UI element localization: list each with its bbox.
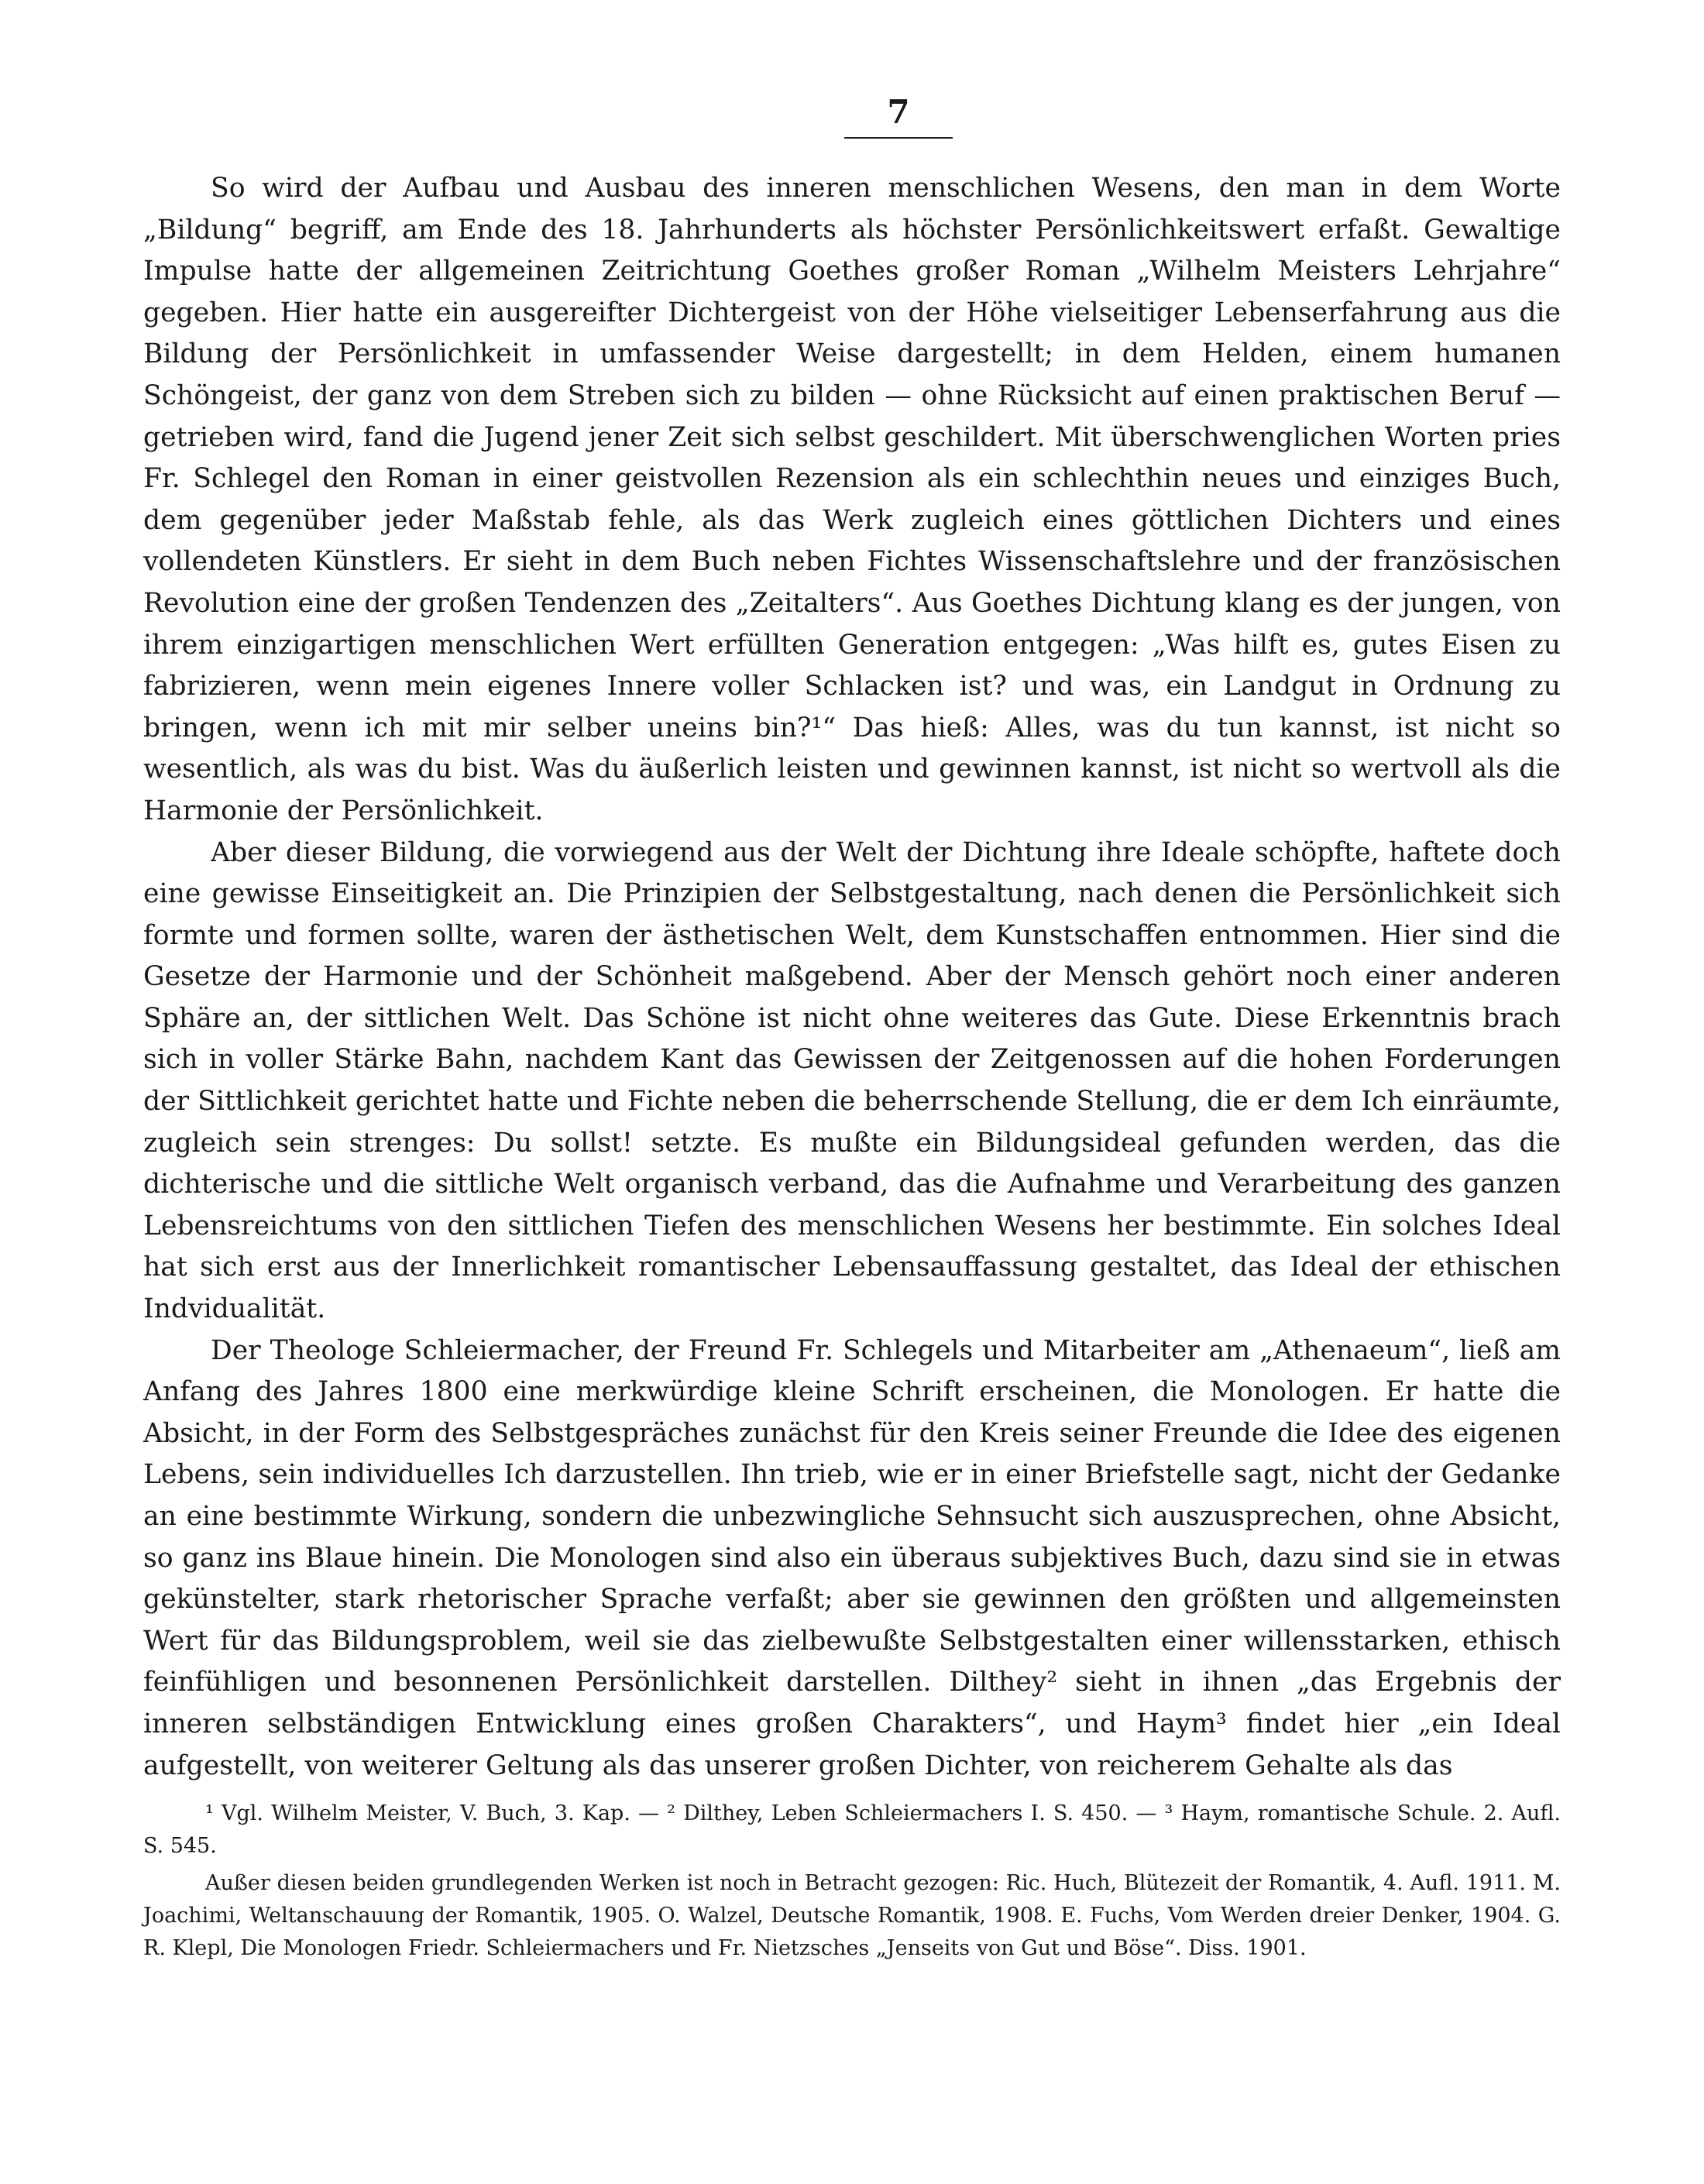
book-page (143, 93, 1561, 1965)
page-number (190, 93, 1607, 139)
footnotes (143, 1798, 1561, 1965)
paragraph-3: Der Theologe Schleiermacher, der Freund Fr. Schlegels und Mitarbeiter am „Athenaeum“, ließ am Anfang des Jahres 1800 eine merkwürdige kleine Schrift erscheinen, die Monologen. Er hatte die Absicht, in der Form des Selbstgespräches zunächst für den Kreis seiner Freunde die Idee des eigenen Lebens, sein individuelles Ich darzustellen. Ihn trieb, wie er in einer Briefstelle sagt, nicht der Gedanke an eine bestimmte Wirkung, sondern die unbezwingliche Sehnsucht sich auszusprechen, ohne Absicht, so ganz ins Blaue hinein. Die Monologen sind also ein überaus subjektives Buch, dazu sind sie in etwas gekünstelter, stark rhetorischer Sprache verfaßt; aber sie gewinnen den größten und allgemeinsten Wert für das Bildungsproblem, weil sie das zielbewußte Selbstgestalten einer willensstarken, ethisch feinfühligen und besonnenen Persönlichkeit darstellen. Dilthey² sieht in ihnen „das Ergebnis der inneren selbständigen Entwicklung eines großen Charakters“, und Haym³ findet hier „ein Ideal aufgestellt, von weiterer Geltung als das unserer großen Dichter, von reicherem Gehalte als das (143, 1334, 1561, 1781)
footnote-references: ¹ Vgl. Wilhelm Meister, V. Buch, 3. Kap. — ² Dilthey, Leben Schleiermachers I. S. 450. — ³ Haym, romantische Schule. 2. Aufl. S. 545. (143, 1801, 1561, 1859)
footnote-literature: Außer diesen beiden grundlegenden Werken ist noch in Betracht gezogen: Ric. Huch, Blütezeit der Romantik, 4. Aufl. 1911. M. Joachimi, Weltanschauung der Romantik, 1905. O. Walzel, Deutsche Romantik, 1908. E. Fuchs, Vom Werden dreier Denker, 1904. G. R. Klepl, Die Monologen Friedr. Schleiermachers und Fr. Nietzsches „Jenseits von Gut und Böse“. Diss. 1901. (143, 1871, 1561, 1961)
paragraph-1: So wird der Aufbau und Ausbau des inneren menschlichen Wesens, den man in dem Worte „Bildung“ begriff, am Ende des 18. Jahrhunderts als höchster Persönlichkeitswert erfaßt. Gewaltige Impulse hatte der allgemeinen Zeitrichtung Goethes großer Roman „Wilhelm Meisters Lehrjahre“ gegeben. Hier hatte ein ausgereifter Dichtergeist von der Höhe vielseitiger Lebenserfahrung aus die Bildung der Persönlichkeit in umfassender Weise dargestellt; in dem Helden, einem humanen Schöngeist, der ganz von dem Streben sich zu bilden — ohne Rücksicht auf einen praktischen Beruf — getrieben wird, fand die Jugend jener Zeit sich selbst geschildert. Mit überschwenglichen Worten pries Fr. Schlegel den Roman in einer geistvollen Rezension als ein schlechthin neues und einziges Buch, dem gegenüber jeder Maßstab fehle, als das Werk zugleich eines göttlichen Dichters und eines vollendeten Künstlers. Er sieht in dem Buch neben Fichtes Wissenschaftslehre und der französischen Revolution eine der großen Tendenzen des „Zeitalters“. Aus Goethes Dichtung klang es der jungen, von ihrem einzigartigen menschlichen Wert erfüllten Generation entgegen: „Was hilft es, gutes Eisen zu fabrizieren, wenn mein eigenes Innere voller Schlacken ist? und was, ein Landgut in Ordnung zu bringen, wenn ich mit mir selber uneins bin?¹“ Das hieß: Alles, was du tun kannst, ist nicht so wesentlich, als was du bist. Was du äußerlich leisten und gewinnen kannst, ist nicht so wertvoll als die Harmonie der Persönlichkeit. (143, 173, 1561, 826)
paragraph-2: Aber dieser Bildung, die vorwiegend aus der Welt der Dichtung ihre Ideale schöpfte, haftete doch eine gewisse Einseitigkeit an. Die Prinzipien der Selbstgestaltung, nach denen die Persönlichkeit sich formte und formen sollte, waren der ästhetischen Welt, dem Kunstschaffen entnommen. Hier sind die Gesetze der Harmonie und der Schönheit maßgebend. Aber der Mensch gehört noch einer anderen Sphäre an, der sittlichen Welt. Das Schöne ist nicht ohne weiteres das Gute. Diese Erkenntnis brach sich in voller Stärke Bahn, nachdem Kant das Gewissen der Zeitgenossen auf die hohen Forderungen der Sittlichkeit gerichtet hatte und Fichte neben die beherrschende Stellung, die er dem Ich einräumte, zugleich sein strenges: Du sollst! setzte. Es mußte ein Bildungsideal gefunden werden, das die dichterische und die sittliche Welt organisch verband, das die Aufnahme und Verarbeitung des ganzen Lebensreichtums von den sittlichen Tiefen des menschlichen Wesens her bestimmte. Ein solches Ideal hat sich erst aus der Innerlichkeit romantischer Lebensauffassung gestaltet, das Ideal der ethischen Indvidualität. (143, 836, 1561, 1325)
page-number-text: 7 (844, 93, 953, 139)
body-text (143, 168, 1561, 1787)
